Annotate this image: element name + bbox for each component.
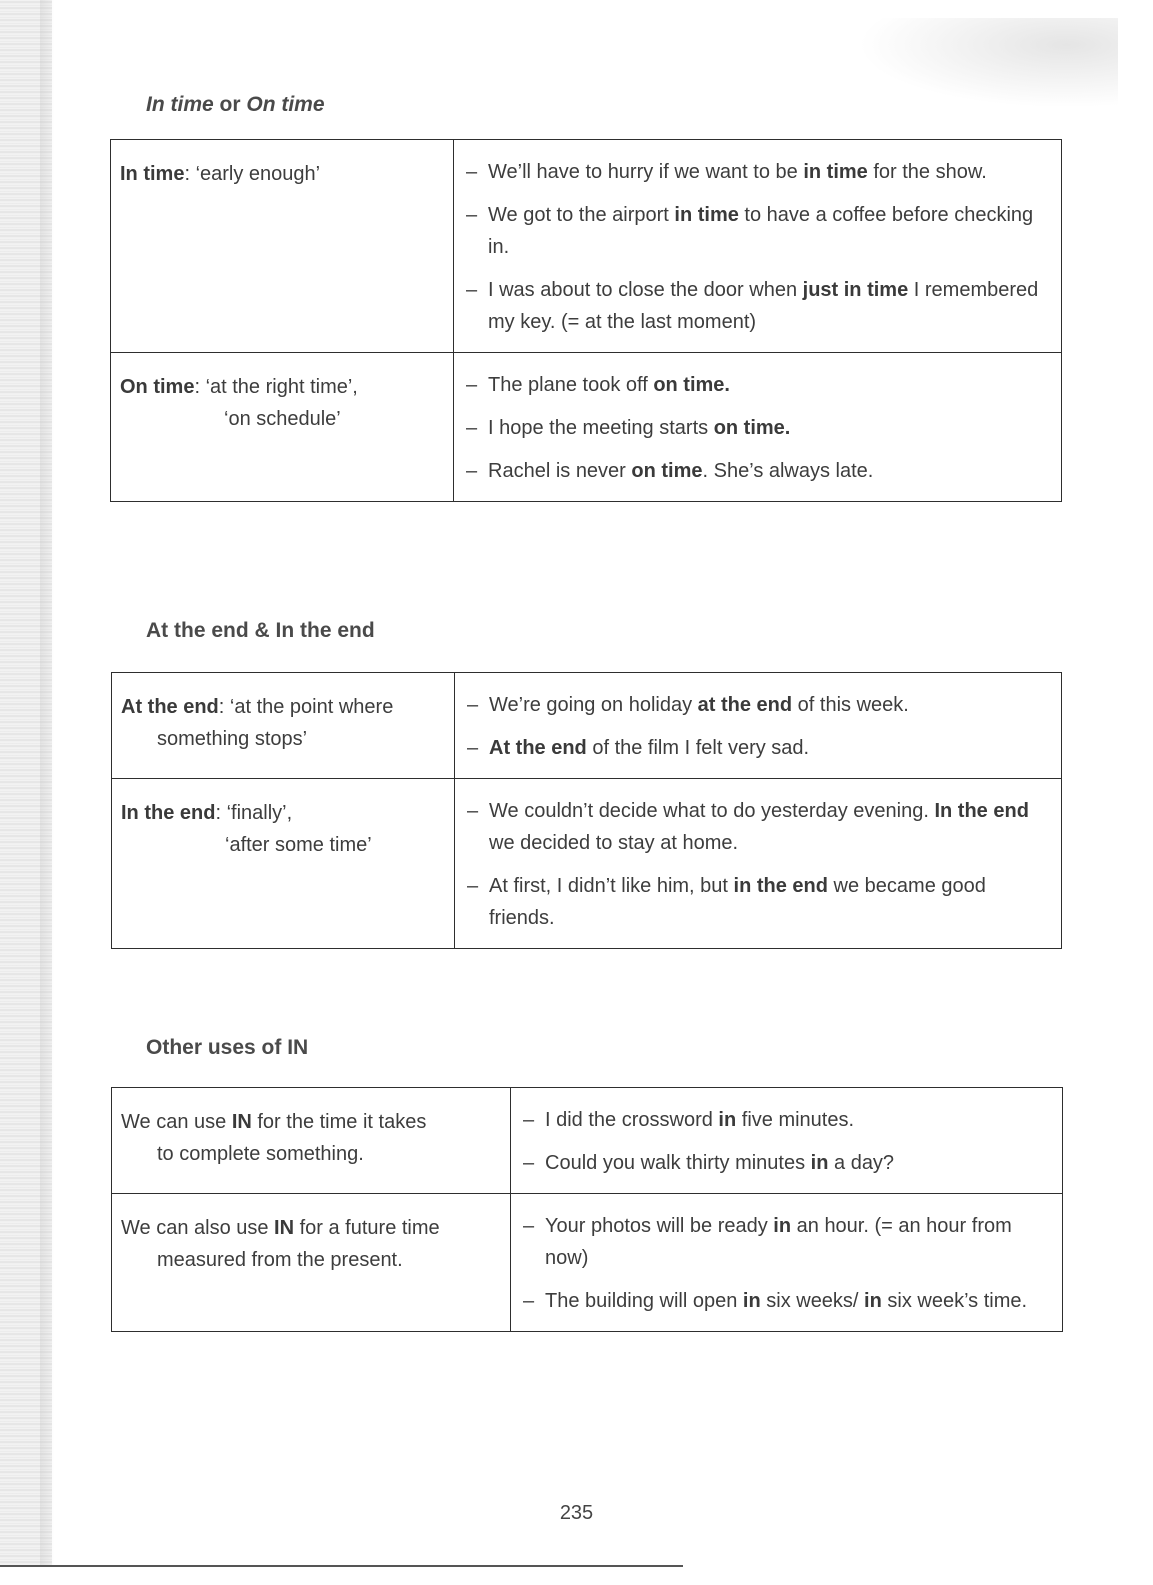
- example-list: [466, 369, 1047, 487]
- text-run: of the film I felt very sad.: [586, 737, 810, 759]
- rule-line: [121, 1106, 502, 1138]
- rule-cell: [112, 779, 455, 949]
- rule-line: [121, 1138, 502, 1170]
- table-row: [112, 779, 1062, 949]
- examples-cell: [454, 353, 1062, 502]
- scan-binding-shadow: [40, 0, 54, 1565]
- rule-line: [121, 829, 446, 861]
- text-run: We’re going on holiday: [489, 694, 698, 716]
- bold-phrase: in time: [674, 204, 739, 226]
- example-sentence: [523, 1104, 1048, 1136]
- bold-phrase: in: [810, 1152, 829, 1174]
- rule-line: [120, 403, 445, 435]
- text-run: of this week.: [792, 694, 909, 716]
- rule-cell: [112, 1194, 511, 1332]
- examples-cell: [455, 673, 1062, 779]
- text-run: we decided to stay at home.: [489, 832, 739, 854]
- rule-line: [120, 371, 445, 403]
- bold-phrase: on time: [631, 460, 703, 482]
- grammar-table: [111, 672, 1062, 949]
- example-list: [467, 689, 1047, 764]
- example-sentence: [523, 1285, 1048, 1317]
- text-run: . She’s always late.: [702, 460, 874, 482]
- rule-line: [121, 797, 446, 829]
- bold-phrase: on time.: [713, 417, 791, 439]
- example-list: [523, 1104, 1048, 1179]
- example-sentence: [466, 274, 1047, 338]
- text-run: We couldn’t decide what to do yesterday evening.: [489, 800, 935, 822]
- example-sentence: [466, 199, 1047, 263]
- rule-line: [121, 691, 446, 723]
- table-row: [111, 353, 1062, 502]
- bold-phrase: on time.: [653, 374, 730, 396]
- text-run: We’ll have to hurry if we want to be: [488, 161, 804, 183]
- rule-cell: [112, 673, 455, 779]
- heading-part: Other uses of IN: [146, 1036, 309, 1059]
- bold-phrase: in: [742, 1290, 761, 1312]
- text-run: I was about to close the door when: [488, 279, 803, 301]
- grammar-table: [111, 1087, 1063, 1332]
- examples-cell: [511, 1194, 1063, 1332]
- rule-line: [121, 1212, 502, 1244]
- text-run: to have a coffee before checking in.: [488, 204, 1034, 258]
- bold-phrase: just in time: [802, 279, 909, 301]
- examples-cell: [455, 779, 1062, 949]
- text-run: we became good friends.: [489, 875, 986, 929]
- text-run: The plane took off: [488, 374, 654, 396]
- text-run: I did the crossword: [545, 1109, 719, 1131]
- bold-phrase: in: [718, 1109, 737, 1131]
- grammar-table: [110, 139, 1062, 502]
- text-run: for the time it takes: [251, 1111, 427, 1133]
- bold-phrase: On time: [120, 376, 195, 398]
- page-number: 235: [559, 1502, 594, 1524]
- text-run: a day?: [828, 1152, 895, 1174]
- text-run: Your photos will be ready: [545, 1215, 774, 1237]
- table-row: [111, 140, 1062, 353]
- text-run: : ‘early enough’: [184, 163, 321, 185]
- text-run: ‘after some time’: [225, 834, 372, 856]
- text-run: : ‘at the point where: [218, 696, 394, 718]
- text-run: an hour. (= an hour from now): [545, 1215, 1012, 1269]
- text-run: six weeks/: [760, 1290, 865, 1312]
- text-run: The building will open: [545, 1290, 743, 1312]
- heading-part: or: [213, 93, 247, 116]
- bold-phrase: at the end: [697, 694, 793, 716]
- text-run: We got to the airport: [488, 204, 675, 226]
- example-sentence: [466, 156, 1047, 188]
- table-row: [112, 673, 1062, 779]
- bold-phrase: in the end: [733, 875, 828, 897]
- table-row: [112, 1088, 1063, 1194]
- examples-cell: [454, 140, 1062, 353]
- text-run: for a future time: [294, 1217, 440, 1239]
- text-run: something stops’: [157, 728, 308, 750]
- example-sentence: [523, 1147, 1048, 1179]
- rule-line: [121, 1244, 502, 1276]
- example-sentence: [467, 795, 1047, 859]
- bold-phrase: in: [864, 1290, 882, 1312]
- section-heading: [146, 93, 325, 117]
- rule-cell: [111, 140, 454, 353]
- bold-phrase: in: [773, 1215, 792, 1237]
- heading-part: At the end & In the end: [146, 619, 375, 642]
- text-run: I hope the meeting starts: [488, 417, 714, 439]
- text-run: Rachel is never: [488, 460, 632, 482]
- example-sentence: [467, 689, 1047, 721]
- rule-line: [121, 723, 446, 755]
- example-sentence: [523, 1210, 1048, 1274]
- table-row: [112, 1194, 1063, 1332]
- text-run: We can use: [121, 1111, 232, 1133]
- examples-cell: [511, 1088, 1063, 1194]
- text-run: : ‘finally’,: [215, 802, 293, 824]
- example-list: [467, 795, 1047, 934]
- text-run: ‘on schedule’: [224, 408, 341, 430]
- bold-phrase: IN: [274, 1217, 295, 1239]
- heading-part: On time: [246, 93, 325, 116]
- bold-phrase: In the end: [121, 802, 216, 824]
- example-sentence: [466, 412, 1047, 444]
- text-run: for the show.: [867, 161, 987, 183]
- bold-phrase: In time: [120, 163, 185, 185]
- text-run: Could you walk thirty minutes: [545, 1152, 811, 1174]
- rule-cell: [111, 353, 454, 502]
- example-sentence: [466, 369, 1047, 401]
- bold-phrase: At the end: [489, 737, 587, 759]
- example-sentence: [466, 455, 1047, 487]
- bottom-rule: [0, 1565, 683, 1567]
- rule-line: [120, 158, 445, 190]
- text-run: I remembered my key. (= at the last moment): [488, 279, 1039, 333]
- section-heading: [146, 619, 375, 643]
- section-heading: [146, 1036, 308, 1060]
- example-sentence: [467, 870, 1047, 934]
- text-run: At first, I didn’t like him, but: [489, 875, 734, 897]
- text-run: to complete something.: [157, 1143, 364, 1165]
- text-run: We can also use: [121, 1217, 275, 1239]
- example-sentence: [467, 732, 1047, 764]
- scan-speckle: [858, 18, 1118, 108]
- example-list: [466, 156, 1047, 338]
- heading-part: In time: [146, 93, 214, 116]
- rule-cell: [112, 1088, 511, 1194]
- bold-phrase: IN: [231, 1111, 252, 1133]
- text-run: measured from the present.: [157, 1249, 403, 1271]
- text-run: six week’s time.: [881, 1290, 1028, 1312]
- bold-phrase: in time: [803, 161, 868, 183]
- text-run: : ‘at the right time’,: [194, 376, 358, 398]
- text-run: five minutes.: [736, 1109, 855, 1131]
- example-list: [523, 1210, 1048, 1317]
- bold-phrase: In the end: [934, 800, 1029, 822]
- bold-phrase: At the end: [121, 696, 219, 718]
